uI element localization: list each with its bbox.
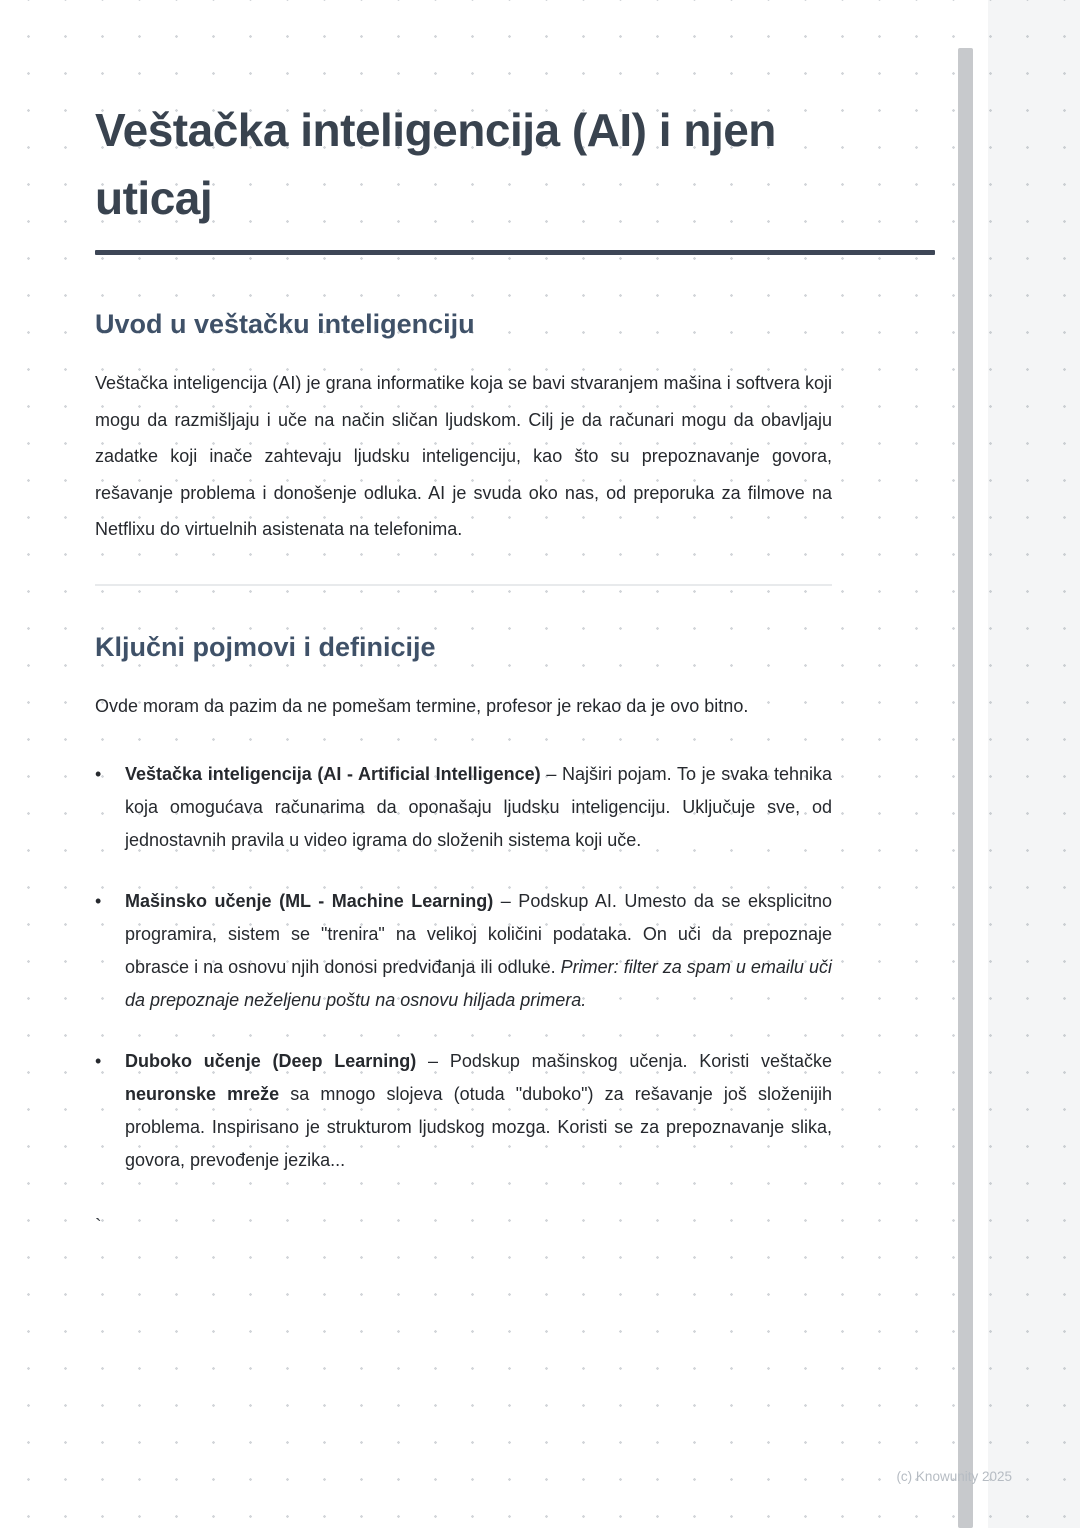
page-title: Veštačka inteligencija (AI) i njen uticaj <box>95 104 776 224</box>
terms-intro-paragraph: Ovde moram da pazim da ne pomešam termine, profesor je rekao da je ovo bitno. <box>95 695 749 716</box>
bullet-icon: • <box>95 764 102 784</box>
term-body-ai: – Najširi pojam. To je svaka tehnika koja omogućava računarima da oponašaju ljudsku inteligenciju. Uključuje sve, od jednostavnih pravila u video igrama do složenih sistema koji uče. <box>125 764 832 850</box>
page-content <box>95 0 935 1237</box>
term-bold-inline-dl: neuronske mreže <box>125 1084 280 1104</box>
term-text-dl <box>125 1045 832 1177</box>
term-item-ai <box>95 758 832 857</box>
bullet-icon: • <box>95 891 102 911</box>
footer-credit: (c) Knowunity 2025 <box>896 1469 1012 1484</box>
section-divider <box>95 584 832 586</box>
scrollbar-thumb[interactable] <box>958 48 973 1528</box>
stray-backtick: ` <box>95 1216 102 1238</box>
term-text-ml <box>125 885 832 1017</box>
term-example-ml: Primer: filter za spam u emailu uči da prepoznaje neželjenu poštu na osnovu hiljada primera. <box>125 957 832 1010</box>
scrollbar-track <box>958 48 973 1528</box>
term-body-ml: – Podskup AI. Umesto da se eksplicitno programira, sistem se "trenira" na velikoj količini podataka. On uči da prepoznaje obrasce i na osnovu njih donosi predviđanja ili odluke. <box>125 891 833 977</box>
term-item-dl <box>95 1045 832 1177</box>
term-lead-ml: Mašinsko učenje (ML - Machine Learning) <box>125 891 494 911</box>
term-list <box>95 758 832 1177</box>
title-rule <box>95 250 935 255</box>
term-item-ml <box>95 885 832 1017</box>
term-body-dl-2: sa mnogo slojeva (otuda "duboko") za rešavanje još složenijih problema. Inspirisano je strukturom ljudskog mozga. Koristi se za prepoznavanje slika, govora, prevođenje jezika... <box>125 1084 833 1170</box>
page-edge-shade <box>988 0 1080 1528</box>
intro-paragraph: Veštačka inteligencija (AI) je grana informatike koja se bavi stvaranjem mašina i softvera koji mogu da razmišljaju i uče na način sličan ljudskom. Cilj je da računari mogu da obavljaju zadatke koji inače zahtevaju ljudsku inteligenciju, kao što su prepoznavanje govora, rešavanje problema i donošenje odluka. AI je svuda oko nas, od preporuka za filmove na Netflixu do virtuelnih asistenata na telefonima. <box>95 373 832 539</box>
term-lead-dl: Duboko učenje (Deep Learning) <box>125 1051 417 1071</box>
term-lead-ai: Veštačka inteligencija (AI - Artificial Intelligence) <box>125 764 541 784</box>
bullet-icon: • <box>95 1051 102 1071</box>
term-body-dl-1: – Podskup mašinskog učenja. Koristi veštačke <box>416 1051 833 1071</box>
term-text-ai <box>125 758 832 857</box>
section-heading-terms: Ključni pojmovi i definicije <box>95 631 436 662</box>
section-heading-intro: Uvod u veštačku inteligenciju <box>95 309 475 339</box>
